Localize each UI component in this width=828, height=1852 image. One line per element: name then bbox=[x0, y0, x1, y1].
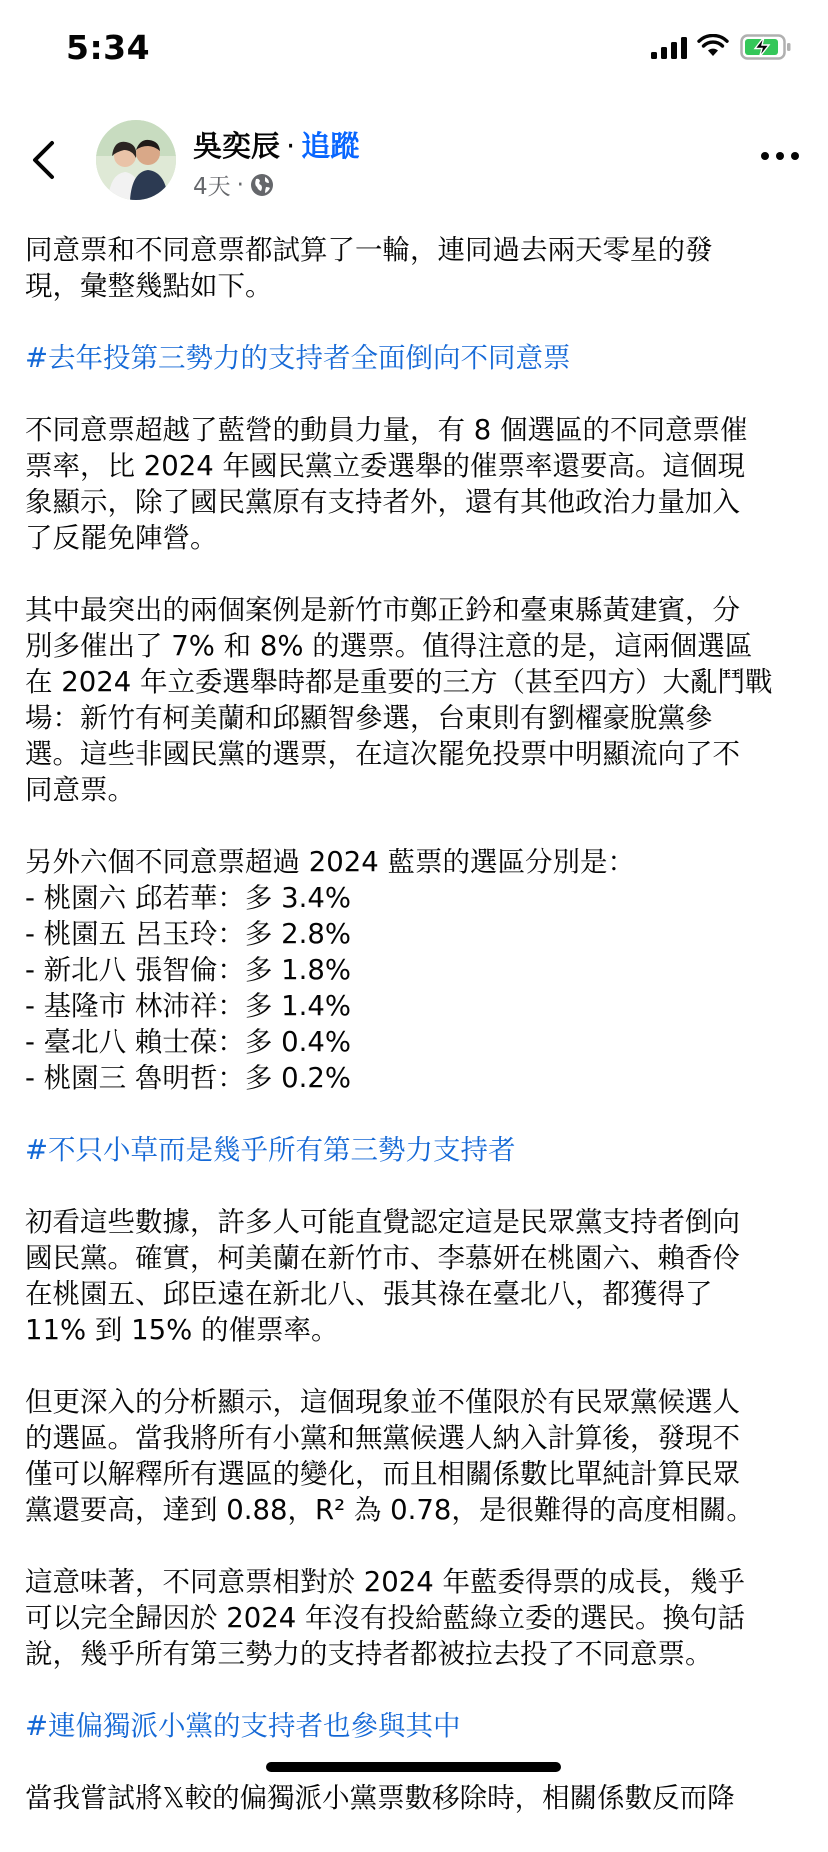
globe-icon bbox=[250, 173, 274, 197]
text-line: 國民黨。確實，柯美蘭在新竹市、李慕妍在桃園六、賴香伶 bbox=[25, 1242, 740, 1274]
text-line: 現，彙整幾點如下。 bbox=[25, 270, 273, 302]
text-line: 選。這些非國民黨的選票，在這次罷免投票中明顯流向了不 bbox=[25, 738, 740, 770]
paragraph bbox=[25, 1564, 807, 1672]
hashtag-link[interactable]: #不只小草而是幾乎所有第三勢力支持者 bbox=[25, 1134, 516, 1166]
text-line: 別多催出了 7% 和 8% 的選票。值得注意的是，這兩個選區 bbox=[25, 630, 753, 662]
paragraph bbox=[25, 1204, 807, 1348]
text-line: 11% 到 15% 的催票率。 bbox=[25, 1314, 339, 1346]
chevron-left-icon[interactable] bbox=[30, 140, 56, 180]
text-line: 了反罷免陣營。 bbox=[25, 522, 218, 554]
list-item: - 桃園三 魯明哲：多 0.2% bbox=[25, 1062, 352, 1094]
avatar-photo bbox=[96, 120, 176, 200]
paragraph bbox=[25, 1780, 807, 1816]
status-bar bbox=[0, 0, 828, 100]
hashtag-heading bbox=[25, 340, 807, 376]
paragraph bbox=[25, 232, 807, 304]
home-indicator[interactable] bbox=[266, 1762, 561, 1772]
text-line: 同意票。 bbox=[25, 774, 135, 806]
text-line: 這意味著，不同意票相對於 2024 年藍委得票的成長，幾乎 bbox=[25, 1566, 745, 1598]
hashtag-heading bbox=[25, 1708, 807, 1744]
text-line: 可以完全歸因於 2024 年沒有投給藍綠立委的選民。換句話 bbox=[25, 1602, 745, 1634]
list-intro: 另外六個不同意票超過 2024 藍票的選區分別是： bbox=[25, 846, 635, 878]
author-avatar[interactable] bbox=[96, 120, 176, 200]
separator-dot: · bbox=[286, 129, 296, 163]
post-header bbox=[0, 110, 828, 220]
text-line: 的選區。當我將所有小黨和無黨候選人納入計算後，發現不 bbox=[25, 1422, 740, 1454]
battery-charging-icon bbox=[740, 34, 792, 60]
list-item: - 桃園五 呂玉玲：多 2.8% bbox=[25, 918, 352, 950]
post-timestamp[interactable]: 4天 bbox=[193, 174, 231, 200]
text-line: 但更深入的分析顯示，這個現象並不僅限於有民眾黨候選人 bbox=[25, 1386, 740, 1418]
text-line: 同意票和不同意票都試算了一輪，連同過去兩天零星的發 bbox=[25, 234, 713, 266]
hashtag-link[interactable]: #連偏獨派小黨的支持者也參與其中 bbox=[25, 1710, 461, 1742]
paragraph bbox=[25, 592, 807, 808]
post-body bbox=[25, 232, 807, 1852]
author-line bbox=[193, 124, 359, 165]
hashtag-heading bbox=[25, 1132, 807, 1168]
meta-separator-dot: · bbox=[236, 171, 244, 198]
paragraph bbox=[25, 412, 807, 556]
district-list bbox=[25, 844, 807, 1096]
text-line: 在桃園五、邱臣遠在新北八、張其祿在臺北八，都獲得了 bbox=[25, 1278, 713, 1310]
paragraph bbox=[25, 1384, 807, 1528]
follow-button[interactable]: 追蹤 bbox=[301, 129, 360, 163]
text-line: 象顯示，除了國民黨原有支持者外，還有其他政治力量加入 bbox=[25, 486, 740, 518]
text-line: 僅可以解釋所有選區的變化，而且相關係數比單純計算民眾 bbox=[25, 1458, 740, 1490]
list-item: - 臺北八 賴士葆：多 0.4% bbox=[25, 1026, 352, 1058]
text-line: 當我嘗試將𝕏較的偏獨派小黨票數移除時，相關係數反而降 bbox=[25, 1782, 735, 1814]
wifi-icon bbox=[697, 34, 729, 58]
list-item: - 基隆市 林沛祥：多 1.4% bbox=[25, 990, 352, 1022]
hashtag-link[interactable]: #去年投第三勢力的支持者全面倒向不同意票 bbox=[25, 342, 571, 374]
text-line: 初看這些數據，許多人可能直覺認定這是民眾黨支持者倒向 bbox=[25, 1206, 740, 1238]
text-line: 在 2024 年立委選舉時都是重要的三方（甚至四方）大亂鬥戰 bbox=[25, 666, 773, 698]
text-line: 說，幾乎所有第三勢力的支持者都被拉去投了不同意票。 bbox=[25, 1638, 713, 1670]
post-meta bbox=[193, 168, 274, 201]
list-item: - 新北八 張智倫：多 1.8% bbox=[25, 954, 352, 986]
text-line: 黨還要高，達到 0.88，R² 為 0.78，是很難得的高度相關。 bbox=[25, 1494, 754, 1526]
text-line: 不同意票超越了藍營的動員力量，有 8 個選區的不同意票催 bbox=[25, 414, 748, 446]
text-line: 票率，比 2024 年國民黨立委選舉的催票率還要高。這個現 bbox=[25, 450, 745, 482]
text-line: 其中最突出的兩個案例是新竹市鄭正鈐和臺東縣黃建賓，分 bbox=[25, 594, 740, 626]
author-name[interactable]: 吳奕辰 bbox=[193, 129, 281, 163]
cellular-signal-icon bbox=[651, 37, 689, 59]
text-line: 場：新竹有柯美蘭和邱顯智參選，台東則有劉櫂豪脫黨參 bbox=[25, 702, 713, 734]
status-time: 5:34 bbox=[66, 28, 151, 67]
list-item: - 桃園六 邱若華：多 3.4% bbox=[25, 882, 352, 914]
more-horizontal-icon[interactable] bbox=[760, 150, 800, 162]
